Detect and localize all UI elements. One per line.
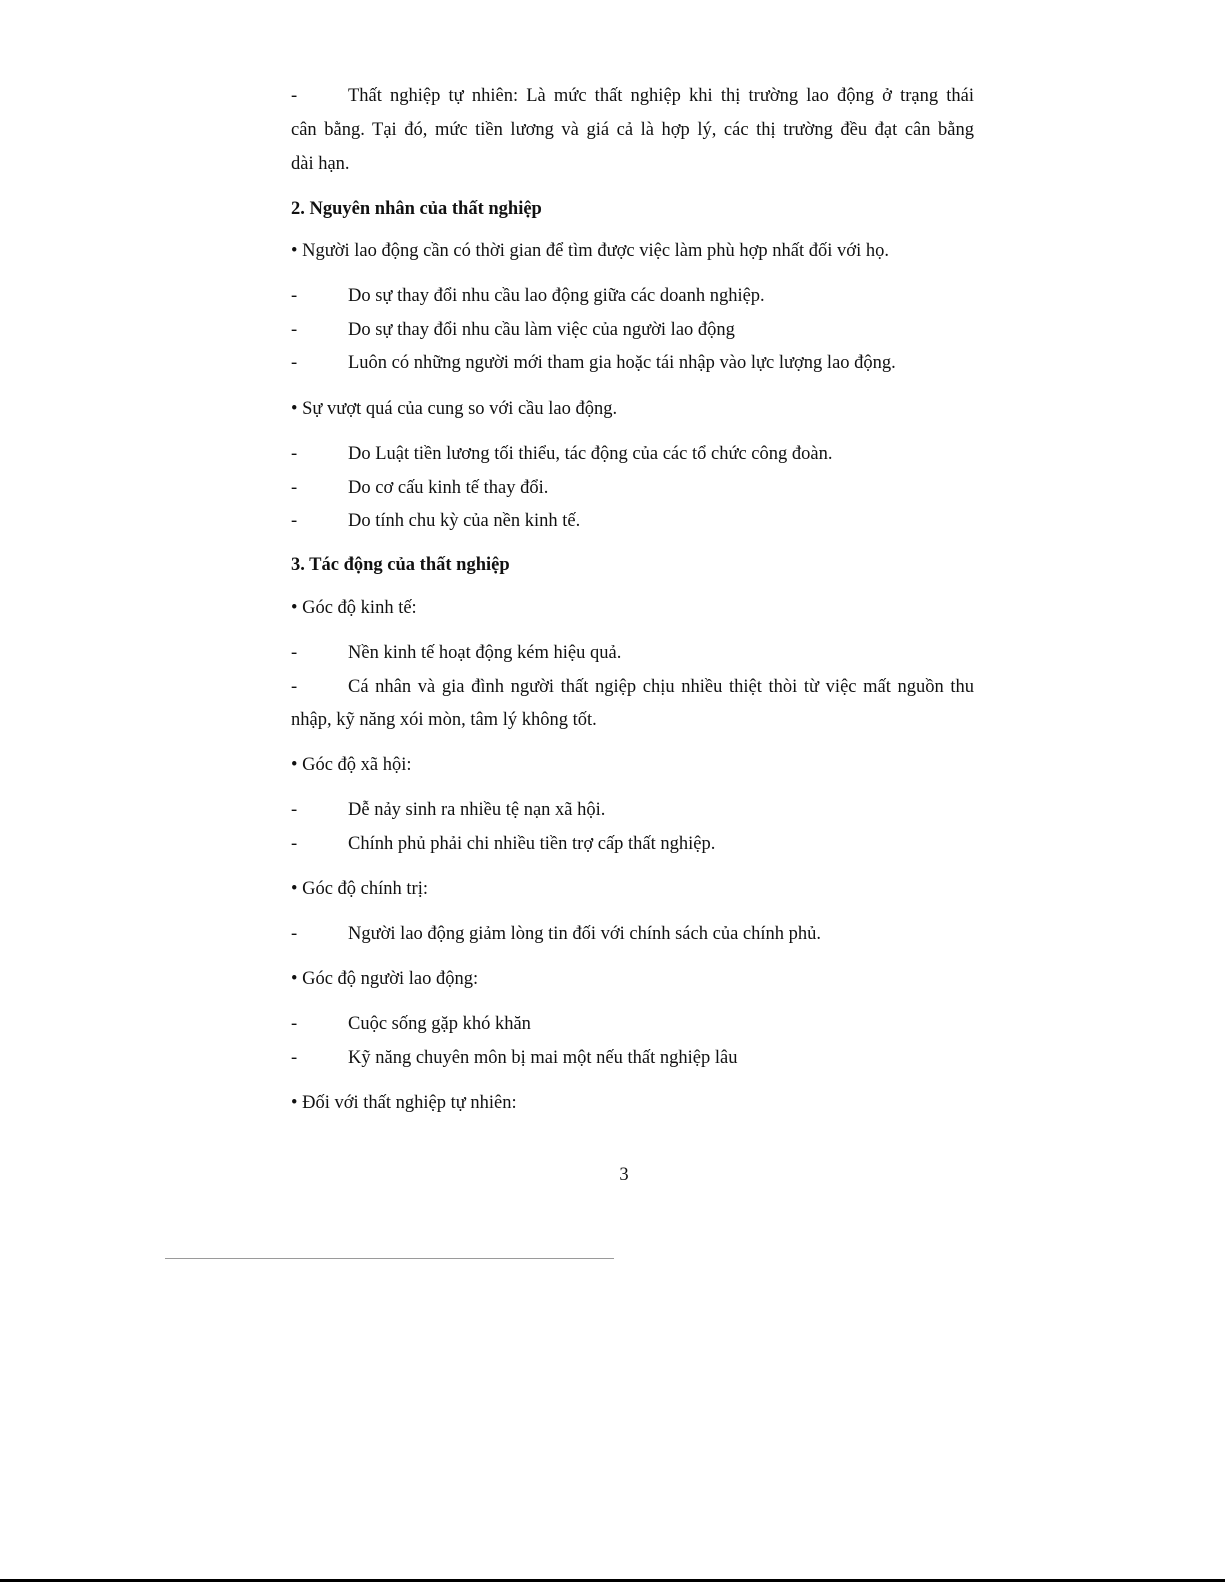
dash-marker: -: [291, 286, 298, 306]
dash-marker: -: [291, 834, 298, 854]
dash-marker: -: [291, 924, 298, 944]
intro-line-3: dài hạn.: [291, 154, 350, 174]
section-heading-impacts: 3. Tác động của thất nghiệp: [291, 555, 510, 575]
list-item-text: Do Luật tiền lương tối thiểu, tác động của các tổ chức công đoàn.: [348, 444, 833, 464]
bullet-time-to-find-job: • Người lao động cần có thời gian để tìm được việc làm phù hợp nhất đối với họ.: [291, 241, 889, 261]
section-heading-causes: 2. Nguyên nhân của thất nghiệp: [291, 199, 542, 219]
bullet-political: • Góc độ chính trị:: [291, 879, 428, 899]
bullet-worker: • Góc độ người lao động:: [291, 969, 479, 989]
list-item-text: Cuộc sống gặp khó khăn: [348, 1014, 531, 1034]
footnote-divider: [165, 1258, 614, 1259]
list-item-text: Do sự thay đổi nhu cầu lao động giữa các doanh nghiệp.: [348, 286, 765, 306]
dash-marker: -: [291, 643, 298, 663]
intro-line-1: Thất nghiệp tự nhiên: Là mức thất nghiệp khi thị trường lao động ở trạng thái: [348, 86, 974, 106]
list-item-text: Kỹ năng chuyên môn bị mai một nếu thất nghiệp lâu: [348, 1048, 738, 1068]
bullet-economic: • Góc độ kinh tế:: [291, 598, 417, 618]
dash-marker: -: [291, 800, 298, 820]
dash-marker: -: [291, 86, 298, 106]
bullet-natural-unemployment: • Đối với thất nghiệp tự nhiên:: [291, 1093, 517, 1113]
bullet-excess-supply: • Sự vượt quá của cung so với cầu lao động.: [291, 399, 618, 419]
dash-marker: -: [291, 1048, 298, 1068]
list-item-text: Dễ nảy sinh ra nhiều tệ nạn xã hội.: [348, 800, 606, 820]
dash-marker: -: [291, 511, 298, 531]
list-item-text: Người lao động giảm lòng tin đối với chính sách của chính phủ.: [348, 924, 822, 944]
list-item-text: Cá nhân và gia đình người thất ngiệp chịu nhiều thiệt thòi từ việc mất nguồn thu: [348, 677, 974, 697]
intro-line-2: cân bằng. Tại đó, mức tiền lương và giá cả là hợp lý, các thị trường đều đạt cân bằng: [291, 120, 974, 140]
page-bottom-border: [0, 1579, 1225, 1582]
dash-marker: -: [291, 478, 298, 498]
page-number: 3: [619, 1165, 629, 1185]
dash-marker: -: [291, 320, 298, 340]
dash-marker: -: [291, 1014, 298, 1034]
list-item-text: Do cơ cấu kinh tế thay đổi.: [348, 478, 549, 498]
dash-marker: -: [291, 677, 298, 697]
list-item-text: Luôn có những người mới tham gia hoặc tái nhập vào lực lượng lao động.: [348, 353, 896, 373]
dash-marker: -: [291, 353, 298, 373]
list-item-continuation: nhập, kỹ năng xói mòn, tâm lý không tốt.: [291, 710, 597, 730]
list-item-text: Do tính chu kỳ của nền kinh tế.: [348, 511, 581, 531]
list-item-text: Chính phủ phải chi nhiều tiền trợ cấp thất nghiệp.: [348, 834, 716, 854]
bullet-social: • Góc độ xã hội:: [291, 755, 412, 775]
dash-marker: -: [291, 444, 298, 464]
list-item-text: Nền kinh tế hoạt động kém hiệu quả.: [348, 643, 622, 663]
list-item-text: Do sự thay đổi nhu cầu làm việc của người lao động: [348, 320, 735, 340]
